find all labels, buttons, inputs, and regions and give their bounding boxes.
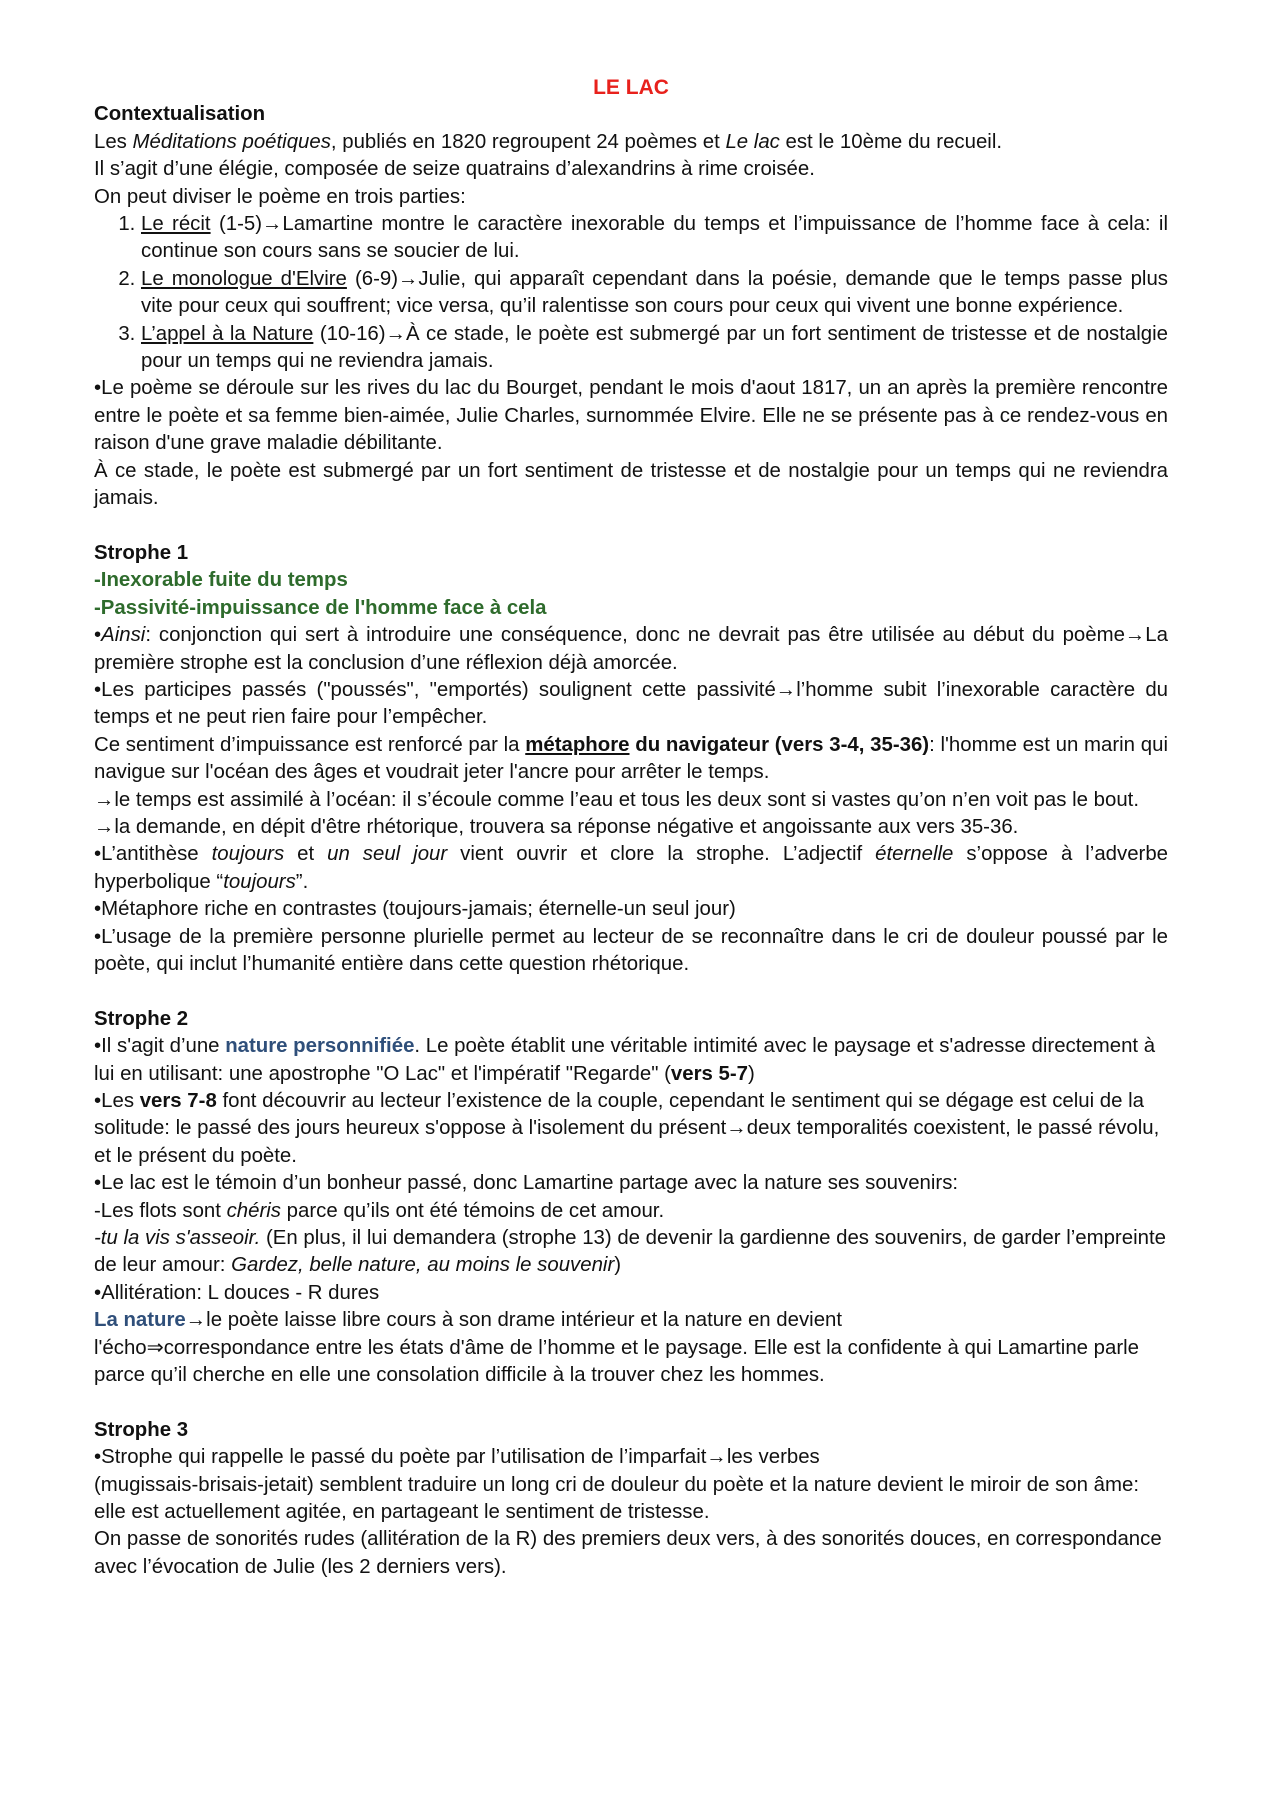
context-paragraph-2: À ce stade, le poète est submergé par un fort sentiment de tristesse et de nostalgie pour un temps qui ne reviendra jamais.: [94, 459, 1168, 510]
strophe-2-paragraph: -Les flots sont chéris parce qu’ils ont été témoins de cet amour.: [94, 1199, 665, 1222]
list-item: 2. Le monologue d'Elvire (6-9)→Julie, qui apparaît cependant dans la poésie, demande que le temps passe plus vite pour ceux qui souffrent; vice versa, qu’il ralentisse son cours pour ceux qui vivent une bonne expérience.: [141, 266, 1168, 321]
strophe-1-paragraph: Ce sentiment d’impuissance est renforcé par la métaphore du navigateur (vers 3-4, 35-36): l'homme est un marin qui navigue sur l'océan des âges et voudrait jeter l'ancre pour arrêter le temps.: [94, 733, 1168, 784]
page-title: LE LAC: [593, 76, 669, 99]
strophe-3-paragraph: (mugissais-brisais-jetait) semblent traduire un long cri de douleur du poète et la nature devient le miroir de son âme: elle est actuellement agitée, en partageant le sentiment de tristesse.: [94, 1473, 1139, 1524]
strophe-2-paragraph: •Il s'agit d’une nature personnifiée. Le poète établit une véritable intimité avec le paysage et s'adresse directement à lui en utilisant: une apostrophe "O Lac" et l'impératif "Regarde" (vers 5-7): [94, 1035, 1156, 1085]
strophe-1-paragraph: •Les participes passés ("poussés", "emportés) soulignent cette passivité→l’homme subit l’inexorable caractère du temps et ne peut rien faire pour l’empêcher.: [94, 678, 1168, 729]
strophe-2-paragraph: •Les vers 7-8 font découvrir au lecteur l’existence de la couple, cependant le sentiment qui se dégage est celui de la solitude: le passé des jours heureux s'oppose à l'isolement du présent→deux temporalités coexistent, le passé révolu, et le présent du poète.: [94, 1090, 1160, 1167]
context-line-2: Il s’agit d’une élégie, composée de seize quatrains d’alexandrins à rime croisée.: [94, 158, 815, 181]
strophe-2-paragraph: -tu la vis s'asseoir. (En plus, il lui demandera (strophe 13) de devenir la gardienne des souvenirs, de garder l’empreinte de leur amour: Gardez, belle nature, au moins le souvenir): [94, 1227, 1166, 1277]
list-item: 1. Le récit (1-5)→Lamartine montre le caractère inexorable du temps et l’impuissance de l’homme face à cela: il continue son cours sans se soucier de lui.: [141, 211, 1168, 266]
context-line-1: Les Méditations poétiques, publiés en 1820 regroupent 24 poèmes et Le lac est le 10ème du recueil.: [94, 130, 1003, 153]
theme-line-1: -Inexorable fuite du temps: [94, 569, 348, 592]
section-heading-strophe-1: Strophe 1: [94, 541, 189, 564]
strophe-2-paragraph: •Allitération: L douces - R dures: [94, 1281, 380, 1304]
strophe-1-paragraph: •Métaphore riche en contrastes (toujours-jamais; éternelle-un seul jour): [94, 898, 736, 921]
list-item: 3. L’appel à la Nature (10-16)→À ce stade, le poète est submergé par un fort sentiment de tristesse et de nostalgie pour un temps qui ne reviendra jamais.: [141, 321, 1168, 376]
strophe-1-paragraph: →la demande, en dépit d'être rhétorique, trouvera sa réponse négative et angoissante aux vers 35-36.: [94, 815, 1019, 838]
strophe-2-paragraph: La nature→le poète laisse libre cours à son drame intérieur et la nature en devient: [94, 1309, 843, 1332]
strophe-1-paragraph: •Ainsi: conjonction qui sert à introduire une conséquence, donc ne devrait pas être utilisée au début du poème→La première strophe est la conclusion d’une réflexion déjà amorcée.: [94, 624, 1168, 674]
strophe-1-paragraph: →le temps est assimilé à l’océan: il s’écoule comme l’eau et tous les deux sont si vastes qu’on n’en voit pas le bout.: [94, 788, 1139, 811]
strophe-2-paragraph: •Le lac est le témoin d’un bonheur passé, donc Lamartine partage avec la nature ses souvenirs:: [94, 1172, 959, 1195]
section-heading-context: Contextualisation: [94, 103, 266, 126]
context-paragraph-1: •Le poème se déroule sur les rives du lac du Bourget, pendant le mois d'aout 1817, un an après la première rencontre entre le poète et sa femme bien-aimée, Julie Charles, surnommée Elvire. Elle ne se présente pas à ce rendez-vous en raison d'une grave maladie débilitante.: [94, 377, 1168, 455]
theme-line-2: -Passivité-impuissance de l'homme face à cela: [94, 596, 547, 619]
section-heading-strophe-2: Strophe 2: [94, 1007, 189, 1030]
context-line-3: On peut diviser le poème en trois parties:: [94, 185, 466, 208]
strophe-1-paragraph: •L’usage de la première personne plurielle permet au lecteur de se reconnaître dans le cri de douleur poussé par le poète, qui inclut l’humanité entière dans cette question rhétorique.: [94, 925, 1168, 975]
strophe-3-paragraph: On passe de sonorités rudes (allitération de la R) des premiers deux vers, à des sonorités douces, en correspondance avec l’évocation de Julie (les 2 derniers vers).: [94, 1528, 1162, 1578]
strophe-3-paragraph: •Strophe qui rappelle le passé du poète par l’utilisation de l’imparfait→les verbes: [94, 1446, 820, 1469]
strophe-2-paragraph: l'écho⇒correspondance entre les états d'âme de l’homme et le paysage. Elle est la confidente à qui Lamartine parle parce qu’il cherche en elle une consolation difficile à la trouver chez les hommes.: [94, 1336, 1140, 1387]
section-heading-strophe-3: Strophe 3: [94, 1418, 189, 1441]
strophe-1-paragraph: •L’antithèse toujours et un seul jour vient ouvrir et clore la strophe. L’adjectif éternelle s’oppose à l’adverbe hyperbolique “toujours”.: [94, 843, 1169, 893]
parts-list: [94, 211, 1168, 375]
